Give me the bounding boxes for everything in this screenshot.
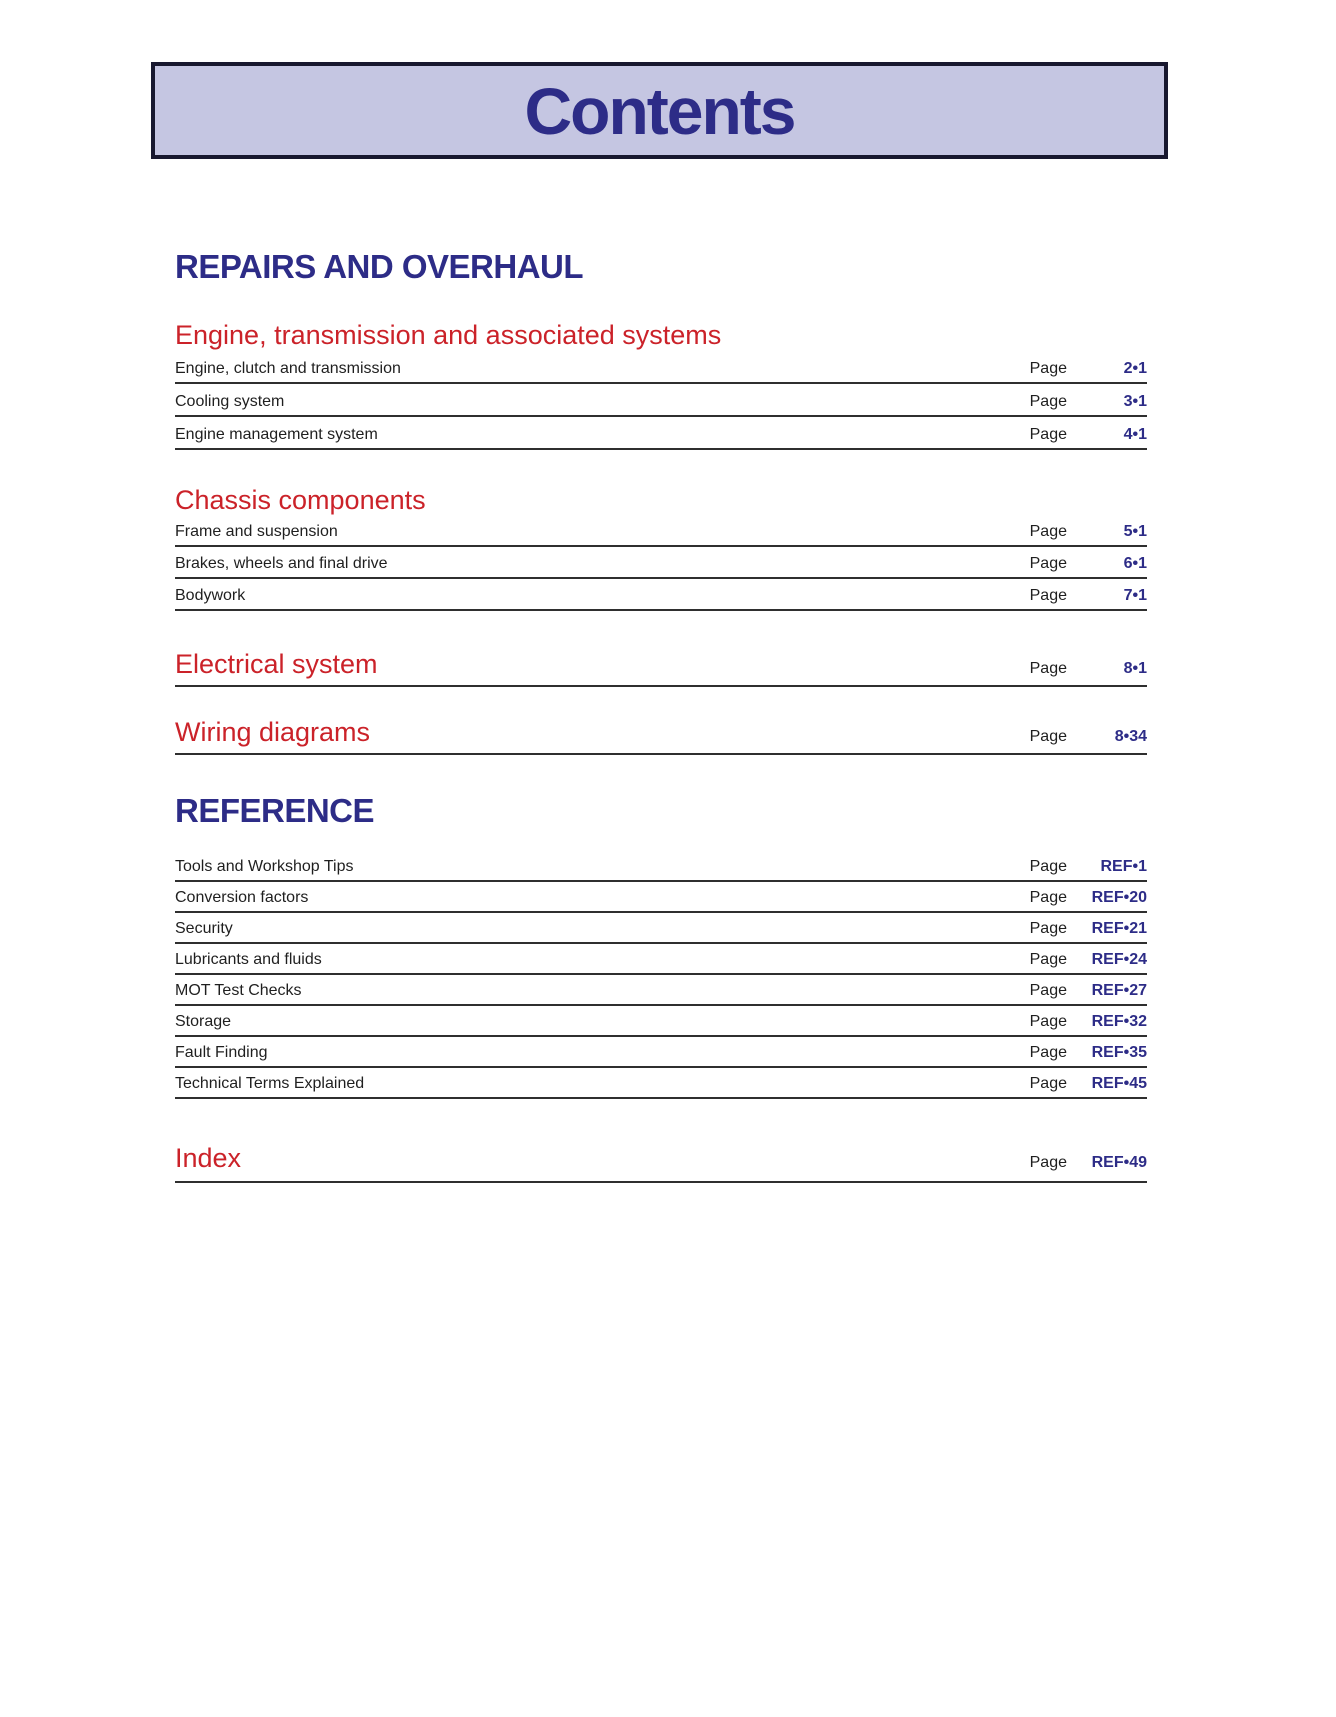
toc-row <box>175 547 1147 579</box>
page-number: REF•49 <box>1091 1154 1147 1171</box>
toc-section-electrical <box>175 651 1147 687</box>
toc-item-title: Fault Finding <box>175 1044 268 1061</box>
toc-item-title: MOT Test Checks <box>175 982 302 999</box>
toc-row <box>175 515 1147 547</box>
group-heading-chassis: Chassis components <box>175 485 426 515</box>
page-label: Page <box>1029 523 1067 540</box>
page-label: Page <box>1029 920 1067 937</box>
toc-item-title: Storage <box>175 1013 232 1030</box>
toc-item-title: Lubricants and fluids <box>175 951 322 968</box>
toc-content <box>175 250 1147 1183</box>
toc-row <box>175 913 1147 944</box>
page-number: REF•35 <box>1091 1044 1147 1061</box>
toc-item-title: Tools and Workshop Tips <box>175 858 354 875</box>
toc-row <box>175 975 1147 1006</box>
toc-item-title: Conversion factors <box>175 889 309 906</box>
page-label: Page <box>1029 858 1067 875</box>
page-number: 8•1 <box>1123 660 1147 677</box>
page-number: REF•27 <box>1091 982 1147 999</box>
page-number: 6•1 <box>1123 555 1147 572</box>
toc-item-title: Technical Terms Explained <box>175 1075 365 1092</box>
page-number: 4•1 <box>1123 426 1147 443</box>
toc-item-title: Brakes, wheels and final drive <box>175 555 388 572</box>
toc-item-title: Engine management system <box>175 426 378 443</box>
page-label: Page <box>1029 951 1067 968</box>
page-label: Page <box>1029 555 1067 572</box>
toc-row <box>175 579 1147 611</box>
page-label: Page <box>1029 982 1067 999</box>
page-label: Page <box>1029 426 1067 443</box>
page-number: 8•34 <box>1114 728 1147 745</box>
page-number: 7•1 <box>1123 587 1147 604</box>
page-number: 2•1 <box>1123 360 1147 377</box>
page-number: 3•1 <box>1123 393 1147 410</box>
section-heading: Index <box>175 1143 242 1173</box>
toc-section-wiring <box>175 719 1147 755</box>
toc-row <box>175 882 1147 913</box>
page-title: Contents <box>524 73 795 148</box>
page-number: REF•20 <box>1091 889 1147 906</box>
page-label: Page <box>1029 728 1067 745</box>
page-label: Page <box>1029 1044 1067 1061</box>
page-label: Page <box>1029 393 1067 410</box>
page-label: Page <box>1029 660 1067 677</box>
toc-row <box>175 417 1147 450</box>
page-number: REF•24 <box>1091 951 1147 968</box>
page-number: REF•32 <box>1091 1013 1147 1030</box>
toc-item-title: Bodywork <box>175 587 246 604</box>
toc-group-chassis <box>175 515 1147 611</box>
toc-section-index <box>175 1145 1147 1183</box>
toc-group-engine <box>175 351 1147 450</box>
section-heading-repairs: REPAIRS AND OVERHAUL <box>175 248 584 285</box>
toc-item-title: Cooling system <box>175 393 285 410</box>
toc-item-title: Frame and suspension <box>175 523 338 540</box>
section-heading: Electrical system <box>175 649 378 679</box>
section-heading-reference: REFERENCE <box>175 792 375 829</box>
page-number: 5•1 <box>1123 523 1147 540</box>
page-label: Page <box>1029 587 1067 604</box>
page-label: Page <box>1029 1013 1067 1030</box>
page-label: Page <box>1029 1154 1067 1171</box>
toc-row <box>175 1068 1147 1099</box>
toc-row <box>175 944 1147 975</box>
page-label: Page <box>1029 1075 1067 1092</box>
toc-item-title: Security <box>175 920 233 937</box>
page-number: REF•45 <box>1091 1075 1147 1092</box>
toc-row <box>175 1006 1147 1037</box>
page-label: Page <box>1029 360 1067 377</box>
toc-row <box>175 351 1147 384</box>
toc-row <box>175 851 1147 882</box>
toc-group-reference <box>175 851 1147 1099</box>
page-number: REF•1 <box>1100 858 1147 875</box>
page-number: REF•21 <box>1091 920 1147 937</box>
section-heading: Wiring diagrams <box>175 717 371 747</box>
group-heading-engine: Engine, transmission and associated systems <box>175 320 722 350</box>
toc-row <box>175 384 1147 417</box>
page-label: Page <box>1029 889 1067 906</box>
contents-title-box <box>151 62 1168 159</box>
toc-row <box>175 1037 1147 1068</box>
toc-item-title: Engine, clutch and transmission <box>175 360 401 377</box>
